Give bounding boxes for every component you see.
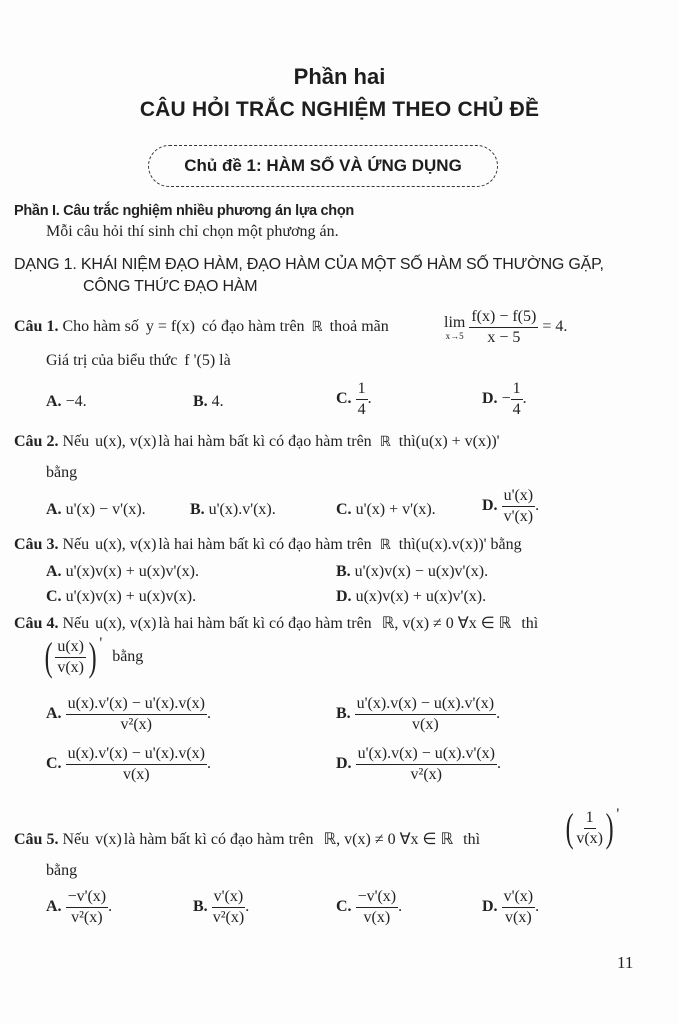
answer-option-a[interactable]	[46, 695, 211, 734]
answer-option-d[interactable]	[336, 588, 486, 606]
question-4-line2	[42, 634, 144, 679]
question-label: Câu 3.	[14, 536, 59, 553]
left-paren: (	[44, 634, 53, 679]
answer-option-a[interactable]	[46, 563, 199, 581]
option-fraction	[356, 380, 368, 419]
option-label: C.	[46, 755, 62, 773]
option-value: 4.	[211, 393, 224, 410]
question-text: thì	[463, 831, 481, 848]
answer-option-a[interactable]	[46, 501, 146, 519]
fraction-denominator: v(x)	[363, 909, 391, 926]
fraction-denominator: x − 5	[487, 329, 521, 346]
question-2-line2: bằng	[46, 464, 78, 481]
question-text: Cho hàm số	[62, 318, 139, 335]
fraction-denominator: v(x)	[57, 658, 84, 676]
option-punctuation: .	[108, 898, 113, 916]
fraction-numerator: 1	[356, 380, 368, 400]
option-label: C.	[336, 390, 352, 408]
real-set-symbol: ℝ	[311, 319, 323, 335]
option-punctuation: .	[496, 755, 501, 773]
option-fraction	[66, 888, 109, 927]
option-punctuation: .	[535, 497, 540, 515]
reciprocal-derivative	[563, 805, 620, 850]
limit-fraction	[469, 308, 538, 347]
fraction-denominator: v'(x)	[503, 508, 534, 525]
option-punctuation: .	[367, 390, 372, 408]
math-expression: (u(x).v(x))'	[415, 536, 487, 553]
question-text: Nếu	[62, 615, 90, 632]
question-3-stem	[14, 536, 522, 554]
right-paren: )	[88, 634, 97, 679]
question-5-stem	[14, 829, 480, 849]
answer-option-a[interactable]	[46, 888, 112, 927]
dang-heading-line2: CÔNG THỨC ĐẠO HÀM	[83, 278, 258, 295]
math-condition: ℝ, v(x) ≠ 0 ∀x ∈ ℝ	[323, 831, 454, 848]
question-1-line2	[46, 352, 231, 370]
math-expression: u(x), v(x)	[95, 536, 157, 553]
option-label: D.	[482, 898, 498, 916]
fraction-numerator: v'(x)	[502, 888, 536, 908]
limit-value: = 4.	[542, 318, 568, 336]
section-heading: Phần I. Câu trắc nghiệm nhiều phương án lựa chọn	[14, 203, 354, 219]
fraction-numerator: f(x) − f(5)	[469, 308, 538, 328]
fraction-denominator: v²(x)	[71, 909, 103, 926]
real-set-symbol: ℝ	[379, 434, 391, 450]
question-text: bằng	[112, 648, 144, 665]
option-value: −4.	[65, 393, 87, 410]
answer-option-b[interactable]	[336, 695, 500, 734]
option-fraction	[66, 745, 207, 784]
option-punctuation: .	[522, 390, 527, 408]
question-text: là	[219, 352, 231, 369]
math-expression: u(x), v(x)	[95, 433, 157, 450]
answer-option-b[interactable]	[190, 501, 276, 519]
reciprocal-fraction	[576, 809, 603, 848]
option-label: C.	[336, 501, 352, 518]
question-text: Nếu	[62, 536, 90, 553]
option-fraction	[502, 487, 536, 526]
question-text: thì	[398, 536, 416, 553]
math-condition: ℝ, v(x) ≠ 0 ∀x ∈ ℝ	[381, 615, 512, 632]
fraction-numerator: 1	[511, 380, 523, 400]
fraction-numerator: v'(x)	[212, 888, 246, 908]
prime-symbol: '	[616, 806, 620, 823]
fraction-numerator: u'(x)	[502, 487, 536, 507]
answer-option-b[interactable]	[193, 393, 224, 411]
option-fraction	[511, 380, 523, 419]
option-fraction	[66, 695, 207, 734]
option-fraction	[502, 888, 536, 927]
fraction-numerator: u(x)	[55, 638, 86, 658]
option-fraction	[356, 745, 497, 784]
page-number: 11	[617, 953, 634, 972]
answer-option-d[interactable]	[336, 745, 501, 784]
math-expression: u(x), v(x)	[95, 615, 157, 632]
option-punctuation: .	[398, 898, 403, 916]
answer-option-d[interactable]	[482, 888, 539, 927]
question-label: Câu 5.	[14, 831, 59, 848]
option-label: B.	[193, 393, 208, 410]
answer-option-c[interactable]	[46, 745, 211, 784]
math-expression: y = f(x)	[145, 318, 195, 335]
fraction-numerator: u'(x).v(x) − u(x).v'(x)	[355, 695, 496, 715]
question-text: thì	[398, 433, 416, 450]
option-fraction	[212, 888, 246, 927]
option-fraction	[356, 888, 399, 927]
answer-option-c[interactable]	[336, 888, 402, 927]
question-text: thì	[521, 615, 539, 632]
option-label: D.	[336, 755, 352, 773]
option-value: u'(x)v(x) + u(x)v(x).	[65, 588, 197, 605]
fraction-denominator: v²(x)	[410, 766, 442, 783]
fraction-denominator: v²(x)	[212, 909, 245, 926]
math-expression: (u(x) + v(x))'	[415, 433, 500, 450]
option-punctuation: .	[206, 755, 211, 773]
fraction-denominator: v(x)	[505, 909, 532, 926]
fraction-denominator: v(x)	[122, 766, 150, 783]
real-set-symbol: ℝ	[379, 537, 391, 553]
fraction-numerator: u(x).v'(x) − u'(x).v(x)	[66, 695, 207, 715]
option-value: u'(x)v(x) − u(x)v'(x).	[354, 563, 489, 580]
part-title: Phần hai	[293, 64, 386, 89]
option-fraction	[355, 695, 496, 734]
main-title: CÂU HỎI TRẮC NGHIỆM THEO CHỦ ĐỀ	[139, 98, 540, 121]
fraction-numerator: u'(x).v(x) − u(x).v'(x)	[356, 745, 497, 765]
topic-title: Chủ đề 1: HÀM SỐ VÀ ỨNG DỤNG	[184, 156, 462, 175]
option-punctuation: .	[245, 898, 250, 916]
question-5-line2: bằng	[46, 862, 78, 879]
question-label: Câu 2.	[14, 433, 59, 450]
question-text: là hai hàm bất kì có đạo hàm trên	[158, 433, 372, 450]
option-label: A.	[46, 898, 62, 916]
option-label: D.	[482, 390, 498, 408]
option-label: A.	[46, 705, 62, 723]
option-value: u'(x) − v'(x).	[65, 501, 146, 518]
option-value: u(x)v(x) + u(x)v'(x).	[355, 588, 487, 605]
fraction-numerator: 1	[584, 809, 596, 829]
option-punctuation: .	[535, 898, 540, 916]
option-value: u'(x) + v'(x).	[355, 501, 436, 518]
option-label: C.	[46, 588, 62, 605]
option-label: B.	[190, 501, 205, 518]
option-label: B.	[336, 705, 351, 723]
question-label: Câu 4.	[14, 615, 59, 632]
question-4-stem	[14, 613, 538, 633]
answer-option-d[interactable]	[482, 380, 527, 419]
question-text: có đạo hàm trên	[201, 318, 305, 335]
lim-operator: lim	[444, 313, 466, 331]
fraction-denominator: v(x)	[576, 829, 603, 847]
option-label: A.	[46, 393, 62, 410]
prime-symbol: '	[99, 635, 103, 652]
section-instruction: Mỗi câu hỏi thí sinh chỉ chọn một phương án.	[46, 223, 339, 240]
question-text: Nếu	[62, 831, 90, 848]
limit-expression	[444, 308, 567, 347]
question-text: Giá trị của biểu thức	[46, 352, 178, 369]
fraction-denominator: v(x)	[412, 716, 439, 733]
question-text: là hai hàm bất kì có đạo hàm trên	[158, 615, 372, 632]
answer-option-c[interactable]	[336, 501, 436, 519]
option-value: u'(x).v'(x).	[208, 501, 276, 518]
option-label: C.	[336, 898, 352, 916]
option-label: A.	[46, 563, 62, 580]
fraction-denominator: 4	[512, 401, 521, 418]
quotient-fraction	[55, 638, 86, 677]
question-text: Nếu	[62, 433, 90, 450]
answer-option-d[interactable]	[482, 487, 539, 526]
fraction-numerator: −v'(x)	[66, 888, 109, 908]
lim-subscript: x→5	[445, 330, 464, 341]
question-text: thoả mãn	[329, 318, 389, 335]
answer-option-b[interactable]	[193, 888, 249, 927]
option-label: D.	[336, 588, 352, 605]
question-label: Câu 1.	[14, 318, 59, 335]
fraction-numerator: u(x).v'(x) − u'(x).v(x)	[66, 745, 207, 765]
option-punctuation: .	[496, 705, 501, 723]
option-label: B.	[336, 563, 351, 580]
question-1-stem	[14, 318, 389, 336]
question-2-stem	[14, 433, 500, 451]
answer-option-c[interactable]	[336, 380, 372, 419]
fraction-numerator: −v'(x)	[356, 888, 399, 908]
option-label: D.	[482, 497, 498, 515]
answer-option-c[interactable]	[46, 588, 196, 606]
option-value: u'(x)v(x) + u(x)v'(x).	[65, 563, 199, 580]
option-punctuation: .	[206, 705, 211, 723]
math-expression: v(x)	[95, 831, 122, 848]
right-paren: )	[605, 805, 614, 850]
question-text: bằng	[490, 536, 522, 553]
dang-heading-line1: DẠNG 1. KHÁI NIỆM ĐẠO HÀM, ĐẠO HÀM CỦA MỘT SỐ HÀM SỐ THƯỜNG GẶP,	[14, 256, 604, 273]
left-paren: (	[565, 805, 574, 850]
option-sign: −	[501, 390, 511, 408]
question-text: là hàm bất kì có đạo hàm trên	[123, 831, 314, 848]
question-text: là hai hàm bất kì có đạo hàm trên	[158, 536, 372, 553]
answer-option-b[interactable]	[336, 563, 488, 581]
fraction-denominator: v²(x)	[120, 716, 152, 733]
fraction-denominator: 4	[357, 401, 366, 418]
math-expression: f '(5)	[184, 352, 216, 369]
answer-option-a[interactable]	[46, 393, 87, 411]
option-label: B.	[193, 898, 208, 916]
option-label: A.	[46, 501, 62, 518]
